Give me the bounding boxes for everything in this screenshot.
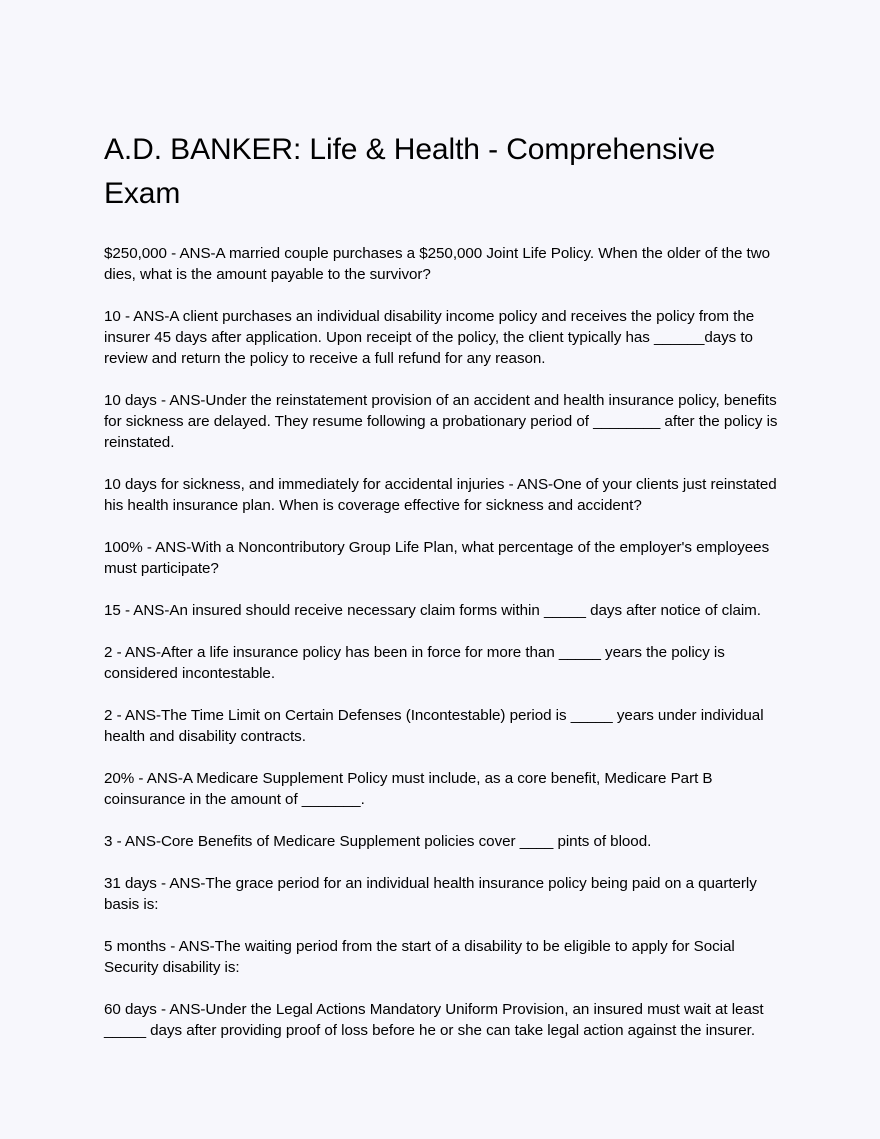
qa-item: 2 - ANS-After a life insurance policy has been in force for more than _____ years the policy is considered incontestable. [104,644,725,682]
qa-item: 60 days - ANS-Under the Legal Actions Mandatory Uniform Provision, an insured must wait at least _____ days after providing proof of loss before he or she can take legal action against the insurer. [104,1001,764,1039]
qa-item: 31 days - ANS-The grace period for an individual health insurance policy being paid on a quarterly basis is: [104,875,757,913]
qa-item: $250,000 - ANS-A married couple purchases a $250,000 Joint Life Policy. When the older of the two dies, what is the amount payable to the survivor? [104,245,771,283]
qa-item: 2 - ANS-The Time Limit on Certain Defenses (Incontestable) period is _____ years under individual health and disability contracts. [104,707,764,745]
qa-item: 100% - ANS-With a Noncontributory Group Life Plan, what percentage of the employer's employees must participate? [104,539,770,577]
qa-item: 3 - ANS-Core Benefits of Medicare Supplement policies cover ____ pints of blood. [104,833,652,850]
qa-item: 20% - ANS-A Medicare Supplement Policy must include, as a core benefit, Medicare Part B coinsurance in the amount of _______. [104,770,713,808]
qa-item: 10 - ANS-A client purchases an individual disability income policy and receives the policy from the insurer 45 days after application. Upon receipt of the policy, the client typically has ______days to review and return the policy to receive a full refund for any reason. [104,308,755,367]
qa-item: 10 days for sickness, and immediately for accidental injuries - ANS-One of your clients just reinstated his health insurance plan. When is coverage effective for sickness and accident? [104,476,777,514]
qa-item: 5 months - ANS-The waiting period from the start of a disability to be eligible to apply for Social Security disability is: [104,938,735,976]
qa-item: 15 - ANS-An insured should receive necessary claim forms within _____ days after notice of claim. [104,602,761,619]
qa-item: 10 days - ANS-Under the reinstatement provision of an accident and health insurance policy, benefits for sickness are delayed. They resume following a probationary period of ________ after the policy is reinstated. [104,392,778,451]
page-title: A.D. BANKER: Life & Health - Comprehensive Exam [104,133,716,210]
qa-list [104,243,790,1041]
